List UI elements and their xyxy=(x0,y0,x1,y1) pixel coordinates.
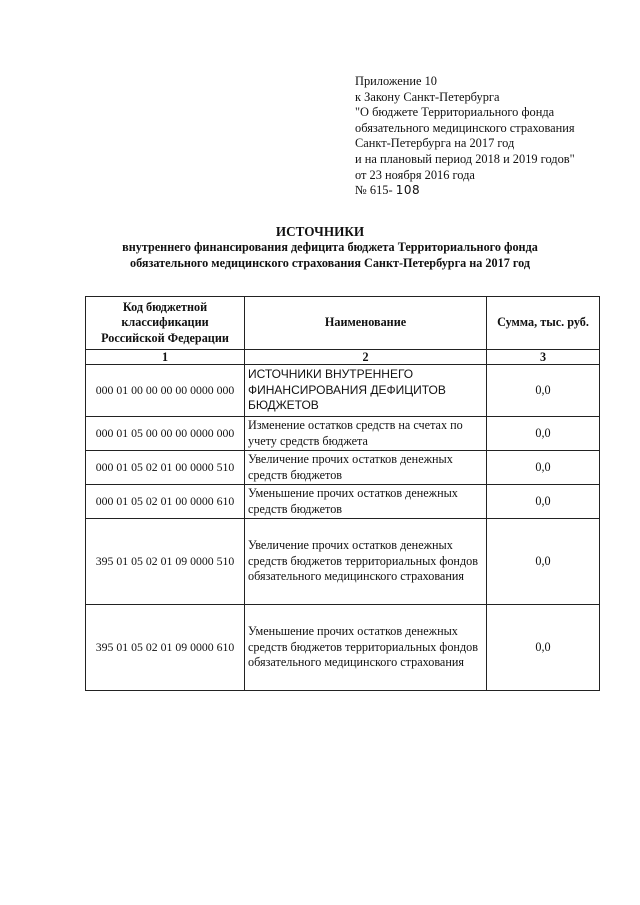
item-name: Увеличение прочих остатков денежных средств бюджетов территориальных фондов обязательного медицинского страхования xyxy=(245,519,487,605)
item-sum: 0,0 xyxy=(487,605,600,691)
budget-code: 395 01 05 02 01 09 0000 610 xyxy=(86,605,245,691)
budget-code: 000 01 05 00 00 00 0000 000 xyxy=(86,417,245,451)
table-row xyxy=(86,519,600,605)
item-name: Уменьшение прочих остатков денежных средств бюджетов территориальных фондов обязательного медицинского страхования xyxy=(245,605,487,691)
item-name: Уменьшение прочих остатков денежных средств бюджетов xyxy=(245,485,487,519)
table-row xyxy=(86,417,600,451)
table-row xyxy=(86,605,600,691)
header-sum: Сумма, тыс. руб. xyxy=(487,297,600,350)
column-number: 2 xyxy=(245,350,487,365)
budget-code: 000 01 05 02 01 00 0000 510 xyxy=(86,451,245,485)
column-number: 1 xyxy=(86,350,245,365)
table-row xyxy=(86,485,600,519)
item-sum: 0,0 xyxy=(487,417,600,451)
table-row xyxy=(86,451,600,485)
item-sum: 0,0 xyxy=(487,519,600,605)
document-subtitle: внутреннего финансирования дефицита бюджета Территориального фонда обязательного медицинского страхования Санкт-Петербурга на 2017 год xyxy=(122,240,538,270)
annex-line: от 23 ноября 2016 года xyxy=(355,167,475,182)
annex-block xyxy=(355,74,575,199)
item-sum: 0,0 xyxy=(487,451,600,485)
document-title: ИСТОЧНИКИ xyxy=(275,224,365,239)
annex-line: к Закону Санкт-Петербурга xyxy=(355,89,500,104)
annex-line: Приложение 10 xyxy=(355,74,437,88)
budget-code: 000 01 05 02 01 00 0000 610 xyxy=(86,485,245,519)
budget-code: 000 01 00 00 00 00 0000 000 xyxy=(86,365,245,417)
item-sum: 0,0 xyxy=(487,485,600,519)
table-header-row xyxy=(86,297,600,350)
column-number: 3 xyxy=(487,350,600,365)
budget-code: 395 01 05 02 01 09 0000 510 xyxy=(86,519,245,605)
sources-table xyxy=(85,296,600,691)
annex-line: "О бюджете Территориального фонда xyxy=(355,105,555,120)
law-number-handwritten: 108 xyxy=(395,183,421,198)
law-number-prefix: № 615- xyxy=(355,183,393,198)
table-row xyxy=(86,365,600,417)
item-name: Увеличение прочих остатков денежных средств бюджетов xyxy=(245,451,487,485)
item-name: ИСТОЧНИКИ ВНУТРЕННЕГО ФИНАНСИРОВАНИЯ ДЕФИЦИТОВ БЮДЖЕТОВ xyxy=(245,365,487,417)
column-number-row xyxy=(86,350,600,365)
header-name: Наименование xyxy=(245,297,487,350)
annex-line: Санкт-Петербурга на 2017 год xyxy=(355,136,515,151)
item-name: Изменение остатков средств на счетах по учету средств бюджета xyxy=(245,417,487,451)
item-sum: 0,0 xyxy=(487,365,600,417)
annex-line: и на плановый период 2018 и 2019 годов" xyxy=(355,151,575,166)
header-code: Код бюджетной классификации Российской Федерации xyxy=(86,297,245,350)
annex-line: обязательного медицинского страхования xyxy=(355,120,575,135)
law-number xyxy=(355,183,575,199)
